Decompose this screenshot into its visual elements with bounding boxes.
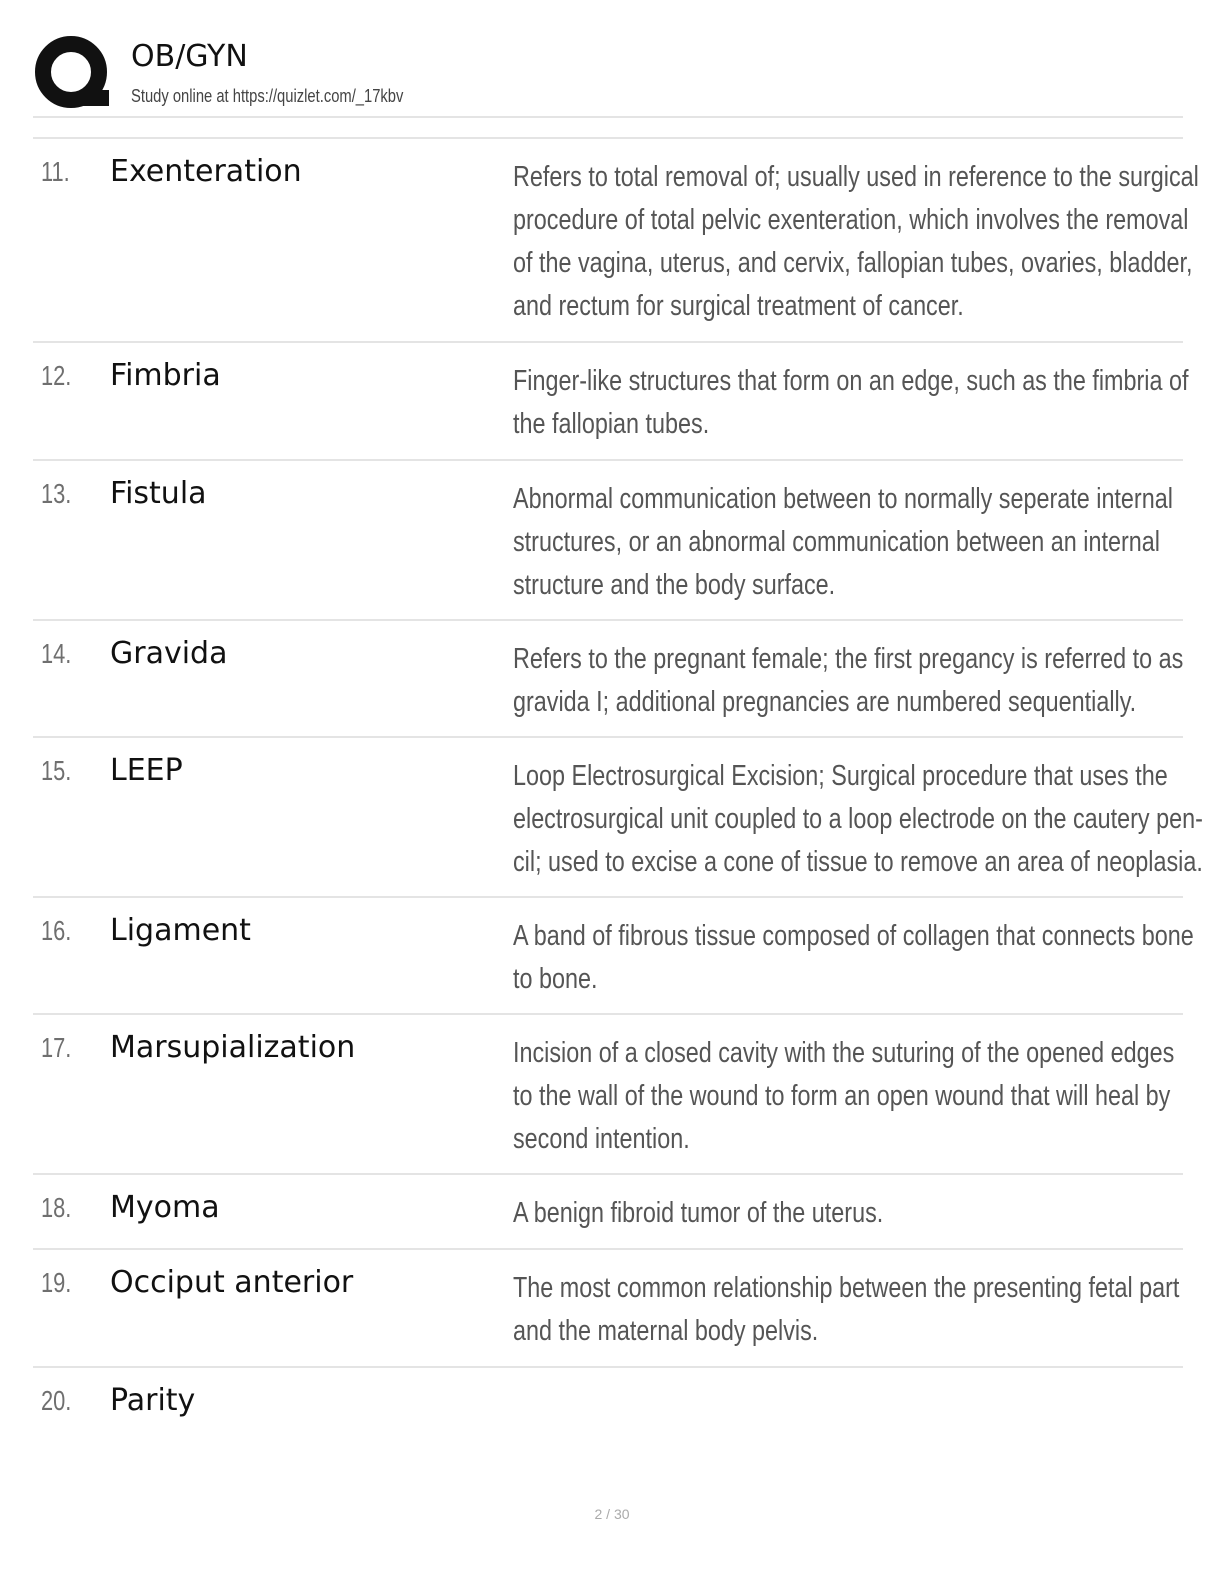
card-definition [513,360,1189,446]
definition-line: to the wall of the wound to form an open wound that will heal by [513,1080,1171,1112]
definition-line: structure and the body surface. [513,569,836,601]
flashcard-18 [33,1174,1183,1248]
card-definition [513,1192,1161,1235]
flashcard-19 [33,1249,1183,1366]
card-definition [513,638,1184,724]
flashcard-16 [33,897,1194,1013]
flashcard-13 [33,460,1183,619]
card-term: Exenteration [110,154,302,189]
page-number: 2 / 30 [594,1506,630,1522]
card-term: Ligament [110,913,251,948]
flashcard-20 [33,1367,1183,1447]
card-term: Fimbria [110,358,221,393]
card-term: Parity [110,1383,196,1418]
definition-line: and rectum for surgical treatment of cancer. [513,290,964,322]
deck-title: OB/GYN [131,39,248,74]
card-number: 11. [41,156,70,187]
card-number: 20. [41,1385,72,1416]
card-definition [513,1032,1175,1161]
card-term: LEEP [110,753,183,788]
definition-line: Loop Electrosurgical Excision; Surgical procedure that uses the [513,760,1168,792]
card-term: Myoma [110,1190,220,1225]
definition-line: and the maternal body pelvis. [513,1315,819,1347]
flashcard-15 [33,737,1203,896]
card-number: 12. [41,360,72,391]
card-number: 18. [41,1192,72,1223]
definition-line: procedure of total pelvic exenteration, which involves the removal [513,204,1189,236]
card-number: 19. [41,1267,72,1298]
card-term: Fistula [110,476,207,511]
definition-line: of the vagina, uterus, and cervix, fallopian tubes, ovaries, bladder, [513,247,1193,279]
card-definition [513,156,1199,328]
card-term: Gravida [110,636,228,671]
definition-line: second intention. [513,1123,690,1155]
definition-line: structures, or an abnormal communication between an internal [513,526,1160,558]
definition-line: A band of fibrous tissue composed of collagen that connects bone [513,920,1194,952]
flashcard-17 [33,1014,1183,1173]
flashcard-11 [33,138,1199,341]
study-online-link[interactable]: Study online at https://quizlet.com/_17kbv [131,86,404,106]
card-number: 17. [41,1032,72,1063]
definition-line: Refers to the pregnant female; the first pregancy is referred to as [513,643,1184,675]
definition-line: The most common relationship between the presenting fetal part [513,1272,1180,1304]
definition-line: to bone. [513,963,598,995]
definition-line: the fallopian tubes. [513,408,710,440]
definition-line: gravida I; additional pregnancies are numbered sequentially. [513,686,1137,718]
definition-line: Abnormal communication between to normally seperate internal [513,483,1173,515]
flashcard-14 [33,620,1183,736]
definition-line: Finger-like structures that form on an edge, such as the fimbria of [513,365,1189,397]
card-term: Occiput anterior [110,1265,354,1300]
page-header [33,30,1183,120]
card-term: Marsupialization [110,1030,356,1065]
card-definition [513,755,1203,884]
card-definition [513,1267,1180,1353]
card-number: 15. [41,755,72,786]
card-definition [513,478,1173,607]
card-number: 14. [41,638,72,669]
definition-line: cil; used to excise a cone of tissue to remove an area of neoplasia. [513,846,1203,878]
definition-line: Refers to total removal of; usually used in reference to the surgical [513,161,1199,193]
card-number: 16. [41,915,72,946]
flashcard-12 [33,342,1189,459]
card-number: 13. [41,478,72,509]
definition-line: A benign fibroid tumor of the uterus. [513,1197,884,1229]
definition-line: Incision of a closed cavity with the suturing of the opened edges [513,1037,1175,1069]
definition-line: electrosurgical unit coupled to a loop electrode on the cautery pen- [513,803,1203,835]
header-divider [33,116,1183,118]
card-definition [513,915,1194,1001]
quizlet-logo-icon [33,34,113,114]
